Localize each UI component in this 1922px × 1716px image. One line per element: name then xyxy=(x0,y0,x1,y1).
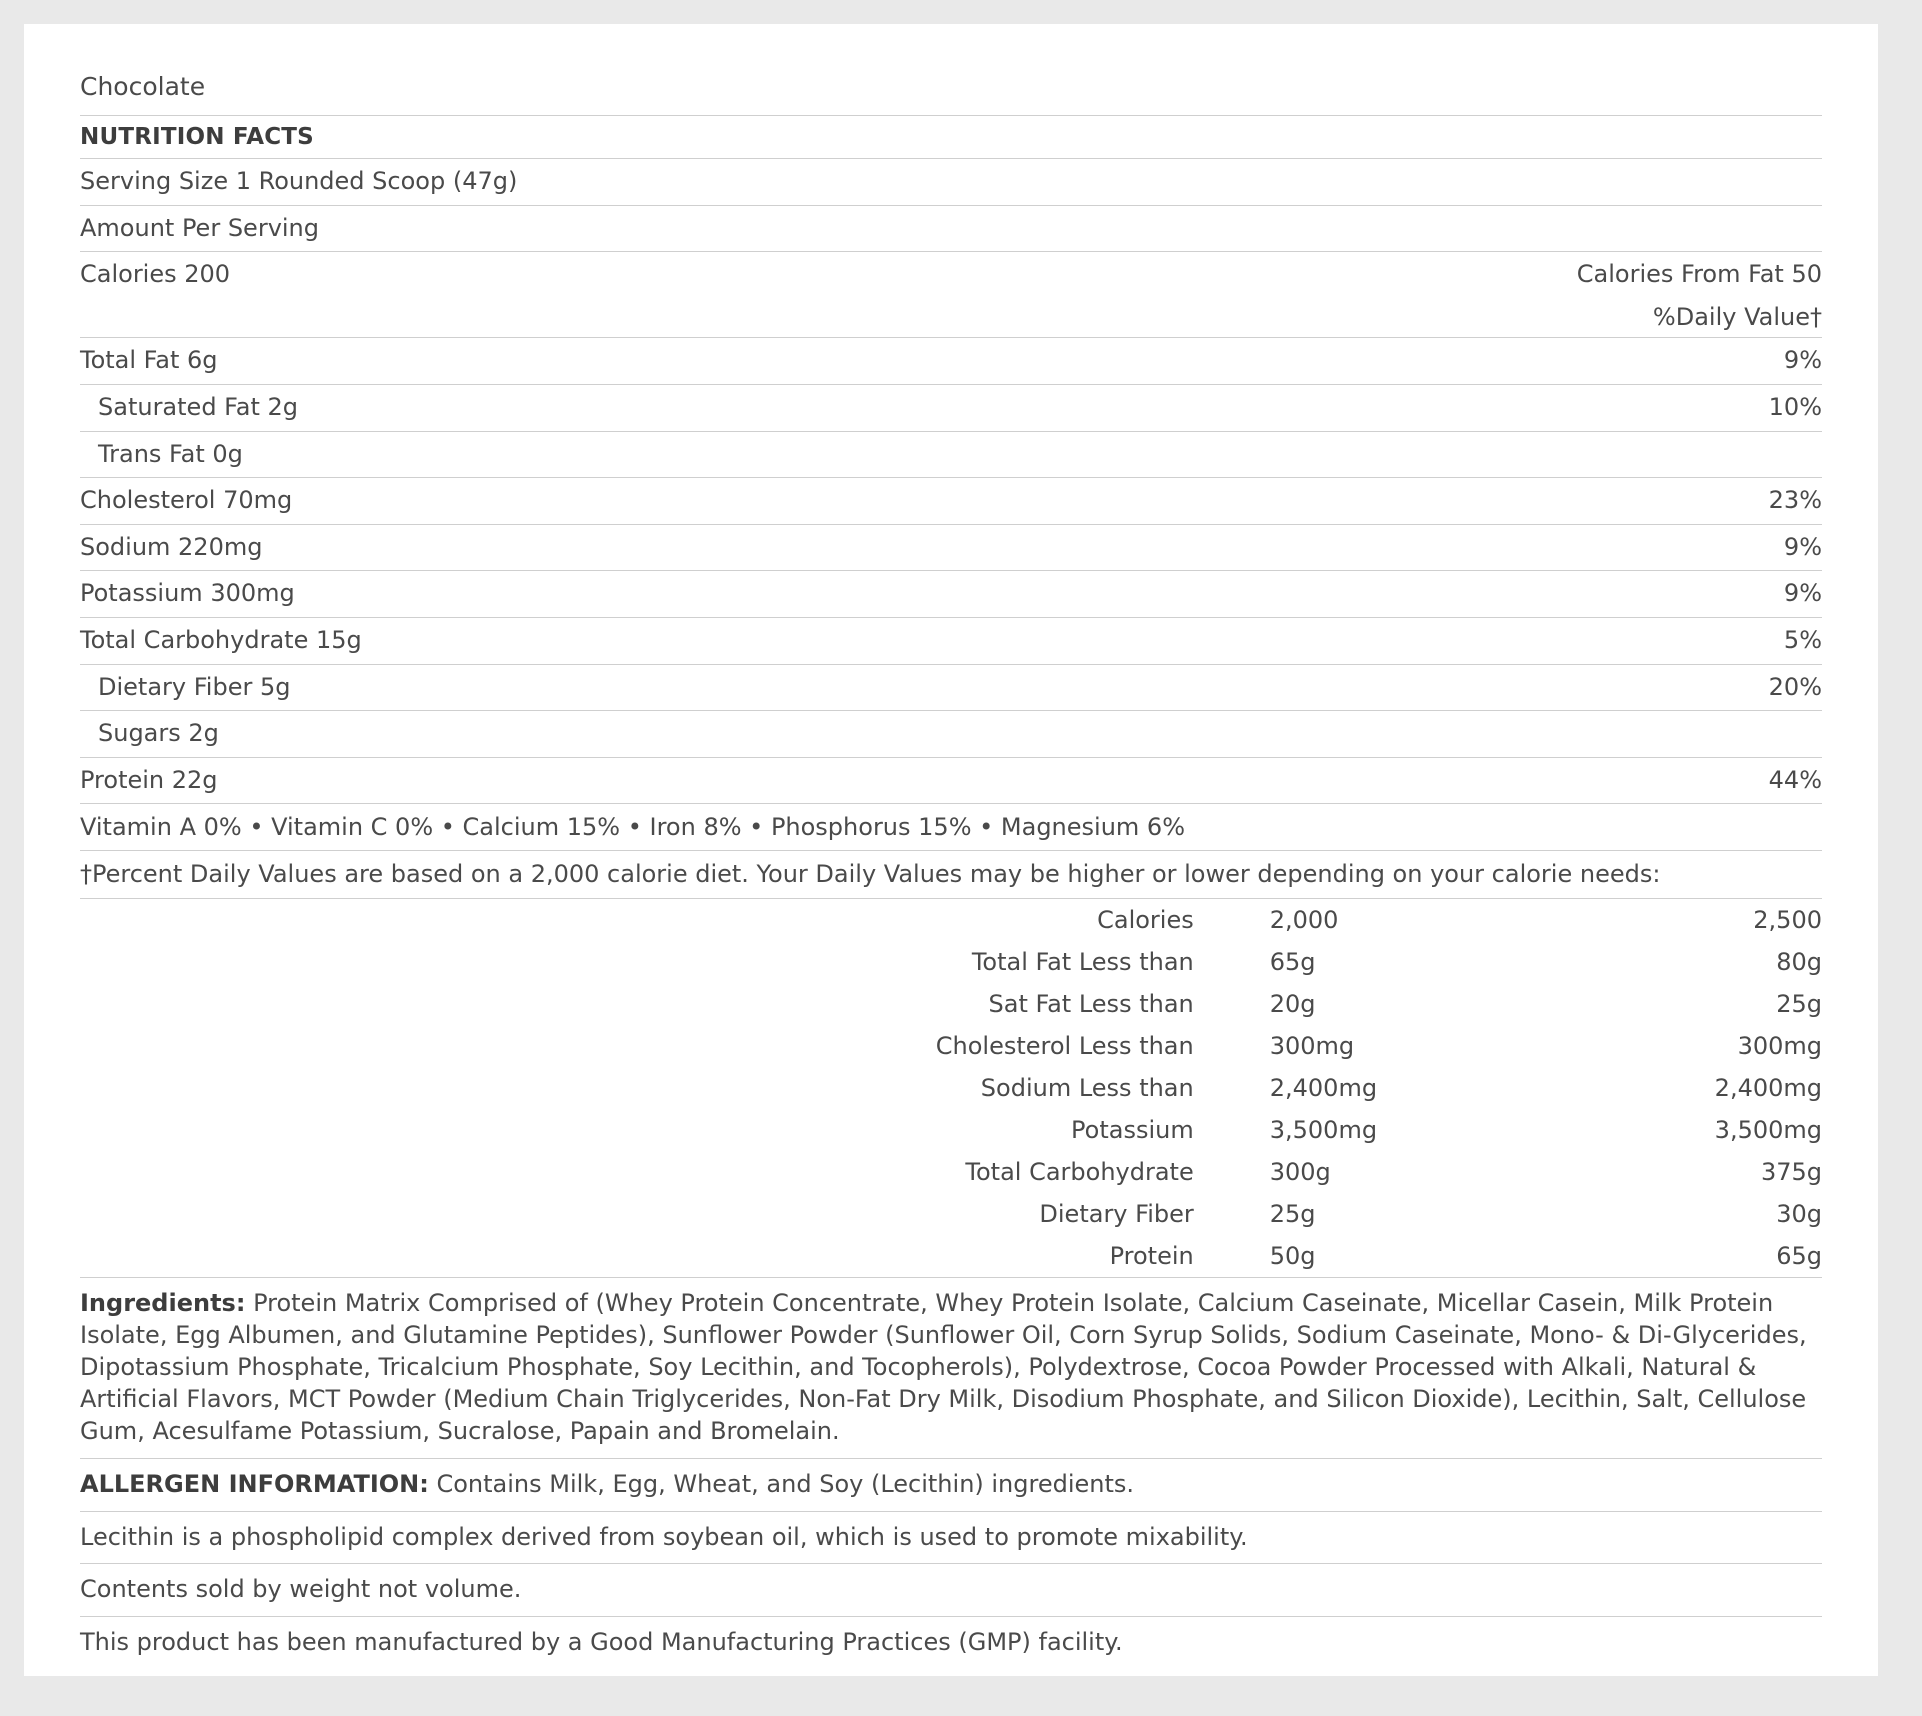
serving-size-text: Serving Size 1 Rounded Scoop (47g) xyxy=(80,167,518,195)
dv-table-row xyxy=(80,1025,1822,1067)
vitamins-row: Vitamin A 0% • Vitamin C 0% • Calcium 15% • Iron 8% • Phosphorus 15% • Magnesium 6% xyxy=(80,803,1822,850)
daily-values-table xyxy=(80,898,1822,1277)
nutrient-name: Cholesterol 70mg xyxy=(80,486,293,515)
nutrient-row xyxy=(80,337,1822,384)
dv-row-value-2500: 80g xyxy=(1776,948,1822,977)
dv-row-value-2000: 2,000 xyxy=(1269,906,1339,935)
dv-row-value-2500: 25g xyxy=(1776,990,1822,1019)
dv-row-label: Cholesterol Less than xyxy=(935,1032,1194,1061)
ingredients-label: Ingredients: xyxy=(80,1289,246,1318)
nutrition-facts-panel xyxy=(24,24,1878,1676)
dv-row-label: Dietary Fiber xyxy=(1039,1200,1194,1229)
dv-row-label: Sat Fat Less than xyxy=(988,990,1194,1019)
dv-row-value-2000: 300g xyxy=(1269,1158,1331,1187)
daily-value-footnote: †Percent Daily Values are based on a 2,000 calorie diet. Your Daily Values may be higher or lower depending on your calorie needs: xyxy=(80,850,1822,898)
nutrient-daily-value: 23% xyxy=(1768,486,1822,515)
gmp-note: This product has been manufactured by a Good Manufacturing Practices (GMP) facility. xyxy=(80,1616,1822,1669)
dv-row-value-2000: 25g xyxy=(1269,1200,1316,1229)
nutrient-daily-value: 9% xyxy=(1783,579,1822,608)
calories-from-fat-text: Calories From Fat 50 xyxy=(1576,260,1822,289)
serving-size-row xyxy=(80,158,1822,205)
allergen-label: ALLERGEN INFORMATION: xyxy=(80,1469,429,1498)
calories-text: Calories 200 xyxy=(80,260,231,289)
lecithin-note: Lecithin is a phospholipid complex derived from soybean oil, which is used to promote mixability. xyxy=(80,1511,1822,1564)
nutrient-daily-value: 9% xyxy=(1783,346,1822,375)
daily-value-header-row xyxy=(80,298,1822,338)
dv-table-row xyxy=(80,1151,1822,1193)
nutrient-name: Sodium 220mg xyxy=(80,532,263,561)
dv-table-row xyxy=(80,1067,1822,1109)
nutrient-daily-value: 5% xyxy=(1783,625,1822,654)
allergen-text: Contains Milk, Egg, Wheat, and Soy (Lecithin) ingredients. xyxy=(428,1469,1135,1498)
allergen-block xyxy=(80,1458,1822,1511)
dv-table-row xyxy=(80,983,1822,1025)
nutrient-name: Dietary Fiber 5g xyxy=(98,672,291,701)
dv-row-label: Calories xyxy=(1097,906,1194,935)
weight-note: Contents sold by weight not volume. xyxy=(80,1563,1822,1616)
dv-table-row xyxy=(80,899,1822,942)
amount-per-serving-row xyxy=(80,205,1822,252)
nutrient-name: Potassium 300mg xyxy=(80,579,295,608)
dv-row-value-2000: 3,500mg xyxy=(1269,1116,1378,1145)
nutrient-name: Protein 22g xyxy=(80,765,218,794)
nutrition-facts-heading: NUTRITION FACTS xyxy=(80,115,1822,158)
dv-row-label: Total Carbohydrate xyxy=(965,1158,1194,1187)
nutrient-daily-value: 10% xyxy=(1768,392,1822,421)
ingredients-block xyxy=(80,1277,1822,1458)
nutrient-row xyxy=(80,570,1822,617)
nutrient-name: Total Fat 6g xyxy=(80,346,218,375)
dv-table-row xyxy=(80,941,1822,983)
dv-row-label: Protein xyxy=(1109,1242,1194,1271)
nutrient-row xyxy=(80,757,1822,804)
dv-row-label: Total Fat Less than xyxy=(971,948,1194,977)
nutrient-name: Trans Fat 0g xyxy=(98,439,243,468)
amount-per-serving-text: Amount Per Serving xyxy=(80,213,320,242)
dv-row-value-2500: 65g xyxy=(1776,1242,1822,1271)
nutrient-row xyxy=(80,524,1822,571)
dv-row-label: Sodium Less than xyxy=(980,1074,1194,1103)
dv-row-value-2500: 300mg xyxy=(1737,1032,1822,1061)
daily-value-header: %Daily Value† xyxy=(1652,302,1822,331)
dv-row-value-2500: 375g xyxy=(1760,1158,1822,1187)
dv-row-value-2500: 2,400mg xyxy=(1714,1074,1822,1103)
nutrient-row xyxy=(80,477,1822,524)
dv-row-value-2000: 20g xyxy=(1269,990,1316,1019)
nutrient-daily-value: 44% xyxy=(1768,765,1822,794)
flavor-title: Chocolate xyxy=(80,72,206,101)
nutrient-name: Saturated Fat 2g xyxy=(98,392,299,421)
dv-row-label: Potassium xyxy=(1071,1116,1194,1145)
nutrient-name: Total Carbohydrate 15g xyxy=(80,625,362,654)
dv-row-value-2000: 50g xyxy=(1269,1242,1316,1271)
dv-table-row xyxy=(80,1193,1822,1235)
dv-row-value-2500: 3,500mg xyxy=(1714,1116,1822,1145)
dv-table-row xyxy=(80,1235,1822,1277)
calories-row xyxy=(80,251,1822,298)
dv-row-value-2000: 65g xyxy=(1269,948,1316,977)
nutrient-row xyxy=(80,664,1822,711)
dv-row-value-2500: 2,500 xyxy=(1753,906,1822,935)
nutrient-daily-value: 9% xyxy=(1783,532,1822,561)
dv-table-row xyxy=(80,1109,1822,1151)
nutrient-row xyxy=(80,710,1822,757)
ingredients-text: Protein Matrix Comprised of (Whey Protein Concentrate, Whey Protein Isolate, Calcium Caseinate, Micellar Casein, Milk Protein Isolate, Egg Albumen, and Glutamine Peptides), Sunflower Powder (Sunflower Oil, Corn Syrup Solids, Sodium Caseinate, Mono- & Di-Glycerides, Dipotassium Phosphate, Tricalcium Phosphate, Soy Lecithin, and Tocopherols), Polydextrose, Cocoa Powder Processed with Alkali, Natural & Artificial Flavors, MCT Powder (Medium Chain Triglycerides, Non-Fat Dry Milk, Disodium Phosphate, and Silicon Dioxide), Lecithin, Salt, Cellulose Gum, Acesulfame Potassium, Sucralose, Papain and Bromelain. xyxy=(80,1289,1807,1445)
nutrient-row xyxy=(80,431,1822,478)
nutrient-name: Sugars 2g xyxy=(98,719,219,748)
nutrient-row xyxy=(80,384,1822,431)
nutrient-rows xyxy=(80,337,1822,803)
nutrient-row xyxy=(80,617,1822,664)
dv-row-value-2500: 30g xyxy=(1776,1200,1822,1229)
nutrient-daily-value: 20% xyxy=(1768,672,1822,701)
dv-row-value-2000: 2,400mg xyxy=(1269,1074,1378,1103)
dv-row-value-2000: 300mg xyxy=(1269,1032,1355,1061)
